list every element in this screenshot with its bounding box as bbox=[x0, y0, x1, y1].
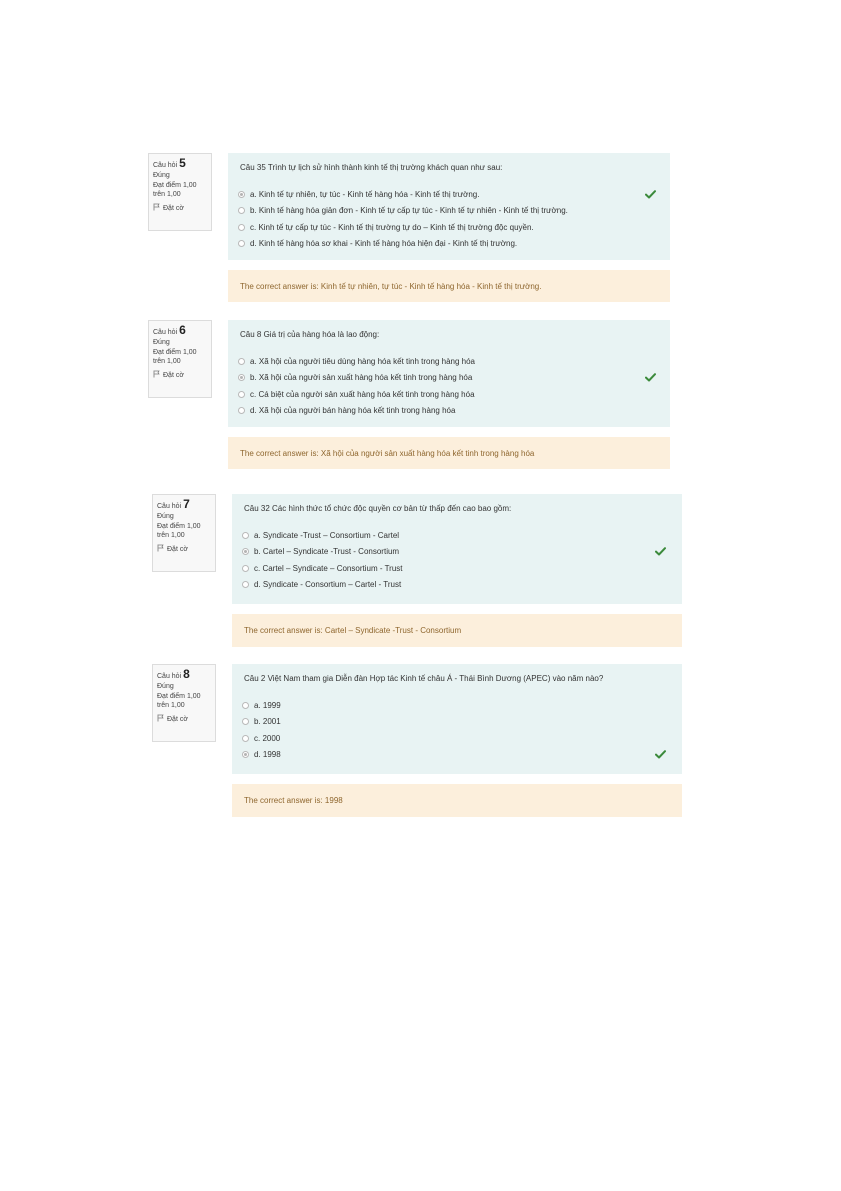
question-text: Câu 35 Trình tự lịch sử hình thành kinh tế thị trường khách quan như sau: bbox=[240, 163, 503, 172]
flag-icon bbox=[153, 203, 160, 214]
flag-icon bbox=[153, 370, 160, 381]
answer-radio[interactable] bbox=[238, 407, 245, 414]
answer-option[interactable] bbox=[238, 236, 660, 253]
question-content bbox=[228, 153, 670, 260]
flag-label: Đặt cờ bbox=[163, 372, 184, 379]
answer-option[interactable] bbox=[242, 697, 672, 714]
answer-label: d. Syndicate - Consortium – Cartel - Trust bbox=[254, 580, 402, 590]
answer-label: a. Syndicate -Trust – Consortium - Cartel bbox=[254, 530, 400, 540]
answer-option[interactable] bbox=[242, 714, 672, 731]
answer-label: b. 2001 bbox=[254, 717, 281, 727]
correct-answer-feedback: The correct answer is: 1998 bbox=[232, 784, 682, 817]
answer-radio[interactable] bbox=[242, 735, 249, 742]
answer-radio[interactable] bbox=[242, 581, 249, 588]
answer-radio[interactable] bbox=[242, 718, 249, 725]
question-grade: Đạt điểm 1,00 bbox=[157, 523, 201, 530]
answer-option[interactable] bbox=[238, 203, 660, 220]
answer-label: b. Kinh tế hàng hóa giản đơn - Kinh tế tự cấp tự túc - Kinh tế tự nhiên - Kinh tế thị trường. bbox=[250, 206, 568, 216]
correct-check-icon bbox=[655, 547, 666, 556]
answer-label: b. Xã hội của người sản xuất hàng hóa kết tinh trong hàng hóa bbox=[250, 373, 473, 383]
question-text: Câu 32 Các hình thức tổ chức độc quyền cơ bản từ thấp đến cao bao gồm: bbox=[244, 504, 512, 513]
answer-radio[interactable] bbox=[238, 240, 245, 247]
question-content bbox=[228, 320, 670, 427]
question-info bbox=[148, 153, 212, 231]
flag-question-button[interactable] bbox=[153, 203, 211, 214]
answer-option[interactable] bbox=[242, 544, 672, 561]
answer-radio[interactable] bbox=[238, 374, 245, 381]
flag-question-button[interactable] bbox=[157, 714, 215, 725]
answer-option[interactable] bbox=[238, 186, 660, 203]
answer-label: d. Xã hội của người bán hàng hóa kết tinh trong hàng hóa bbox=[250, 406, 456, 416]
correct-answer-feedback: The correct answer is: Cartel – Syndicate -Trust - Consortium bbox=[232, 614, 682, 647]
question-grade: Đạt điểm 1,00 bbox=[153, 182, 197, 189]
question-grade-max: trên 1,00 bbox=[153, 358, 181, 365]
answer-option[interactable] bbox=[238, 353, 660, 370]
flag-question-button[interactable] bbox=[153, 370, 211, 381]
correct-answer-feedback: The correct answer is: Kinh tế tự nhiên, tự túc - Kinh tế hàng hóa - Kinh tế thị trường. bbox=[228, 270, 670, 302]
flag-icon bbox=[157, 714, 164, 725]
answer-option[interactable] bbox=[242, 730, 672, 747]
question-grade: Đạt điểm 1,00 bbox=[157, 693, 201, 700]
question-number: 8 bbox=[183, 667, 190, 681]
question-content bbox=[232, 664, 682, 774]
answer-label: c. Kinh tế tự cấp tự túc - Kinh tế thị trường tự do – Kinh tế thị trường độc quyền. bbox=[250, 222, 534, 232]
question-number-label: Câu hỏi 5 bbox=[153, 156, 186, 170]
question-content bbox=[232, 494, 682, 604]
answer-radio[interactable] bbox=[238, 207, 245, 214]
answer-label: a. 1999 bbox=[254, 700, 281, 710]
answer-option[interactable] bbox=[238, 403, 660, 420]
answer-label: a. Kinh tế tự nhiên, tự túc - Kinh tế hàng hóa - Kinh tế thị trường. bbox=[250, 189, 480, 199]
answer-label: b. Cartel – Syndicate -Trust - Consortium bbox=[254, 547, 400, 557]
answer-label: d. 1998 bbox=[254, 750, 281, 760]
answer-option[interactable] bbox=[238, 386, 660, 403]
question-info bbox=[148, 320, 212, 398]
correct-answer-feedback: The correct answer is: Xã hội của người sản xuất hàng hóa kết tinh trong hàng hóa bbox=[228, 437, 670, 469]
question-grade-max: trên 1,00 bbox=[157, 532, 185, 539]
answer-radio[interactable] bbox=[242, 565, 249, 572]
answer-option[interactable] bbox=[242, 560, 672, 577]
answer-label: c. Cartel – Syndicate – Consortium - Trust bbox=[254, 563, 403, 573]
question-info bbox=[152, 494, 216, 572]
answer-radio[interactable] bbox=[238, 391, 245, 398]
correct-check-icon bbox=[655, 750, 666, 759]
question-text: Câu 2 Việt Nam tham gia Diễn đàn Hợp tác Kinh tế châu Á - Thái Bình Dương (APEC) vào năm nào? bbox=[244, 674, 604, 683]
answer-radio[interactable] bbox=[238, 358, 245, 365]
answer-option[interactable] bbox=[238, 219, 660, 236]
answer-radio[interactable] bbox=[238, 224, 245, 231]
question-number-label: Câu hỏi 6 bbox=[153, 323, 186, 337]
answer-radio[interactable] bbox=[242, 548, 249, 555]
answer-label: c. 2000 bbox=[254, 733, 281, 743]
answer-option[interactable] bbox=[242, 747, 672, 764]
question-status: Đúng bbox=[157, 683, 174, 690]
correct-check-icon bbox=[645, 190, 656, 199]
answer-label: a. Xã hội của người tiêu dùng hàng hóa kết tinh trong hàng hóa bbox=[250, 356, 475, 366]
flag-label: Đặt cờ bbox=[163, 205, 184, 212]
question-text: Câu 8 Giá trị của hàng hóa là lao động: bbox=[240, 330, 380, 339]
flag-label: Đặt cờ bbox=[167, 716, 188, 723]
answer-option[interactable] bbox=[238, 370, 660, 387]
flag-label: Đặt cờ bbox=[167, 546, 188, 553]
answer-label: c. Cá biệt của người sản xuất hàng hóa kết tinh trong hàng hóa bbox=[250, 389, 475, 399]
question-number: 7 bbox=[183, 497, 190, 511]
answer-option[interactable] bbox=[242, 527, 672, 544]
answer-option[interactable] bbox=[242, 577, 672, 594]
answer-radio[interactable] bbox=[238, 191, 245, 198]
correct-check-icon bbox=[645, 373, 656, 382]
answer-radio[interactable] bbox=[242, 532, 249, 539]
answer-label: d. Kinh tế hàng hóa sơ khai - Kinh tế hàng hóa hiện đại - Kinh tế thị trường. bbox=[250, 239, 518, 249]
question-grade-max: trên 1,00 bbox=[157, 702, 185, 709]
question-grade-max: trên 1,00 bbox=[153, 191, 181, 198]
question-number-label: Câu hỏi 7 bbox=[157, 497, 190, 511]
question-status: Đúng bbox=[153, 339, 170, 346]
question-status: Đúng bbox=[153, 172, 170, 179]
flag-icon bbox=[157, 544, 164, 555]
question-grade: Đạt điểm 1,00 bbox=[153, 349, 197, 356]
answer-radio[interactable] bbox=[242, 751, 249, 758]
question-status: Đúng bbox=[157, 513, 174, 520]
question-info bbox=[152, 664, 216, 742]
question-number: 5 bbox=[179, 156, 186, 170]
question-number-label: Câu hỏi 8 bbox=[157, 667, 190, 681]
question-number: 6 bbox=[179, 323, 186, 337]
flag-question-button[interactable] bbox=[157, 544, 215, 555]
answer-radio[interactable] bbox=[242, 702, 249, 709]
